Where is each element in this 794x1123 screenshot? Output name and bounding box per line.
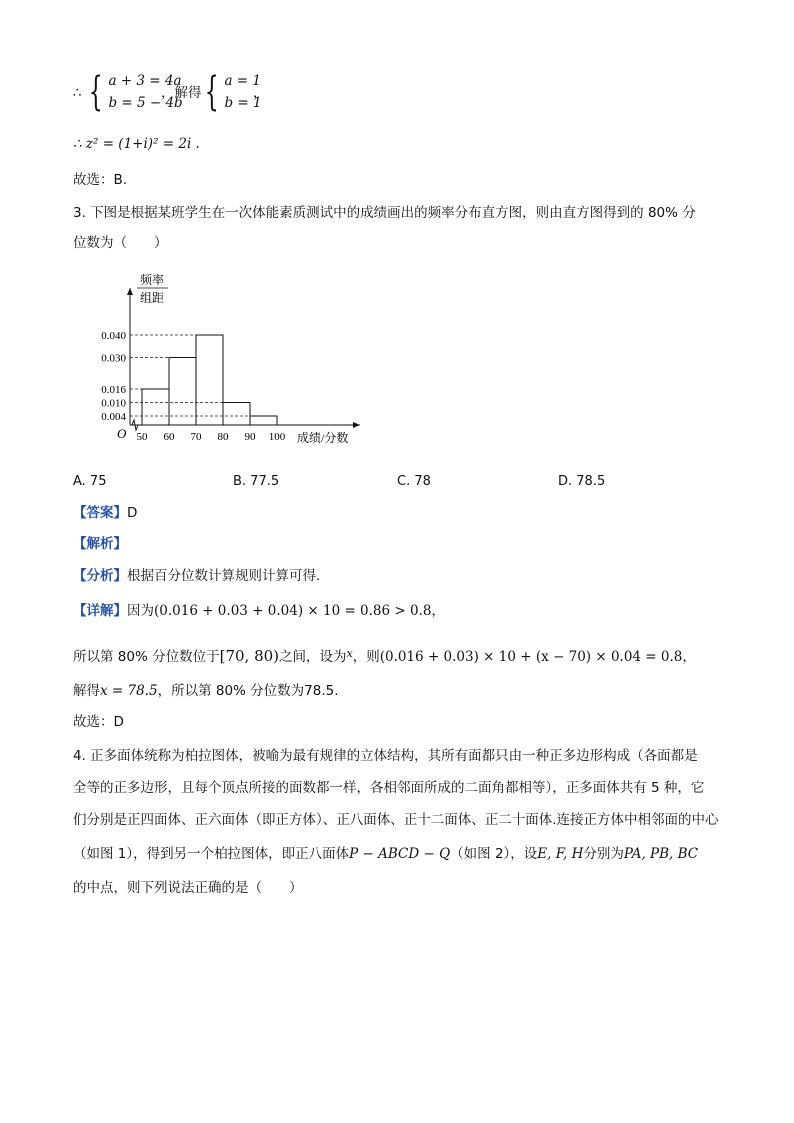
system-2-row-1: a = 1 — [224, 73, 261, 89]
y-tick-label: 0.040 — [101, 330, 126, 342]
q4-line4-mid2: 分别为 — [583, 846, 624, 862]
midpoint-labels: E, F, H — [537, 846, 584, 862]
answer-value: D — [127, 505, 138, 521]
question-4-line-4 — [73, 844, 698, 864]
solution-mid: ，所以第 80% 分位数为 — [157, 683, 305, 699]
choice-a[interactable]: A. 75 — [73, 474, 107, 489]
question-3-line-1: 3. 下图是根据某班学生在一次体能素质测试中的成绩画出的频率分布直方图，则由直方图得到的 80% 分 — [73, 205, 696, 221]
histogram-bar — [169, 358, 196, 426]
y-label-bottom: 组距 — [140, 291, 165, 305]
xiangjie-line — [73, 601, 445, 621]
q4-line4-mid: （如图 2），设 — [450, 846, 538, 862]
fenxi-tag: 【分析】 — [73, 568, 127, 584]
interval-mid2: ，则 — [352, 649, 380, 665]
left-brace-icon: { — [204, 69, 219, 115]
therefore-symbol: ∴ — [73, 85, 82, 101]
analysis-tag: 【解析】 — [73, 536, 127, 552]
z-squared-line: ∴ z² = (1+i)² = 2i . — [73, 136, 200, 152]
solution-pre: 解得 — [73, 683, 100, 699]
analysis-line — [73, 534, 127, 554]
octahedron-name: P − ABCD − Q — [349, 846, 451, 862]
question-4-line-1: 4. 正多面体统称为柏拉图体，被喻为最有规律的立体结构，其所有面都只由一种正多边形构成（各面都是 — [73, 748, 698, 764]
percentile-interval-line — [73, 644, 696, 667]
choice-c[interactable]: C. 78 — [397, 474, 431, 489]
question-4-line-3: 们分别是正四面体、正六面体（即正方体）、正八面体、正十二面体、正二十面体.连接正方体中相邻面的中心 — [73, 812, 719, 828]
y-tick-label: 0.016 — [101, 384, 126, 396]
xiangjie-tag: 【详解】 — [73, 603, 127, 619]
histogram-bar — [196, 335, 223, 425]
x-tick-label: 90 — [244, 431, 256, 443]
histogram-bar — [223, 403, 250, 426]
y-label-top: 频率 — [140, 273, 165, 287]
x-tick-label: 100 — [268, 431, 286, 443]
histogram-bar — [250, 416, 277, 425]
x-axis-label: 成绩/分数 — [297, 431, 349, 445]
percentile-equation: (0.016 + 0.03) × 10 + (x − 70) × 0.04 = 0.8 — [379, 649, 683, 665]
y-tick-label: 0.004 — [101, 411, 126, 423]
fenxi-text: 根据百分位数计算规则计算可得. — [127, 568, 321, 584]
interval-tail: ， — [682, 649, 696, 665]
frequency-histogram — [75, 268, 375, 454]
interval-value: [70, 80) — [219, 647, 280, 665]
x-tick-label: 50 — [136, 431, 148, 443]
question-3-line-2: 位数为（ ） — [73, 235, 168, 251]
system-tail: ， — [253, 85, 267, 101]
system-2-row-2: b = 1 — [224, 95, 262, 111]
segment-labels: PA, PB, BC — [623, 846, 699, 862]
answer-tag: 【答案】 — [73, 505, 127, 521]
interval-pre: 所以第 80% 分位数位于 — [73, 649, 220, 665]
histogram-bar — [142, 389, 169, 425]
origin-label: O — [117, 426, 127, 441]
y-tick-label: 0.010 — [101, 397, 126, 410]
left-brace-icon: { — [88, 69, 103, 115]
system-1-row-1: a + 3 = 4a — [108, 73, 182, 89]
question-4-line-2: 全等的正多边形，且每个顶点所接的面数都一样，各相邻面所成的二面角都相等），正多面体共有 5 种，它 — [73, 780, 705, 796]
system-1-row-2: b = 5 − 4b — [108, 95, 183, 111]
xiangjie-tail: ， — [431, 603, 445, 619]
question-4-line-5: 的中点，则下列说法正确的是（ ） — [73, 880, 303, 896]
solve-text: ，解得 — [161, 85, 202, 101]
answer-q3: 故选：D — [73, 714, 124, 730]
x-tick-label: 80 — [217, 431, 229, 443]
x-axis-arrow-icon — [353, 422, 360, 428]
x-tick-label: 60 — [163, 431, 175, 443]
solution-line — [73, 681, 339, 701]
solution-expression: x = 78.5 — [100, 683, 158, 699]
xiangjie-text: 因为 — [127, 603, 154, 619]
fenxi-line — [73, 566, 320, 586]
x-tick-label: 70 — [190, 431, 202, 443]
y-tick-label: 0.030 — [101, 352, 126, 365]
var-x: x — [346, 647, 353, 660]
y-axis-arrow-icon — [127, 288, 133, 295]
choice-d[interactable]: D. 78.5 — [558, 474, 606, 489]
answer-line — [73, 503, 137, 523]
answer-prev-question: 故选：B. — [73, 172, 128, 188]
solution-value: 78.5 — [304, 683, 335, 699]
xiangjie-expression: (0.016 + 0.03 + 0.04) × 10 = 0.86 > 0.8 — [154, 603, 432, 619]
q4-line4-pre: （如图 1），得到另一个柏拉图体，即正八面体 — [73, 846, 350, 862]
solution-tail: . — [334, 683, 339, 699]
interval-mid: 之间，设为 — [279, 649, 347, 665]
choice-b[interactable]: B. 77.5 — [233, 474, 280, 489]
